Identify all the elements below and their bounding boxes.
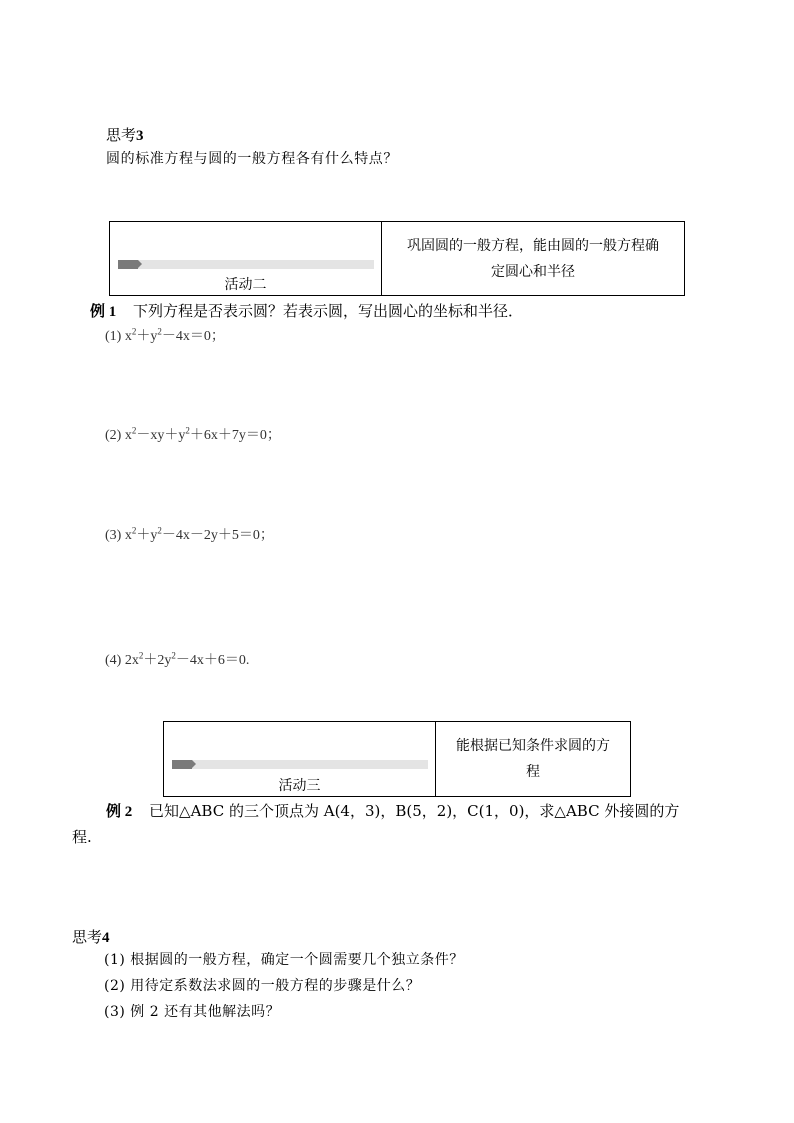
activity2-label: 活动二 xyxy=(224,277,267,293)
example1-item-4: (4) $2x^2+2y^2-4x+6=0$. xyxy=(105,650,250,668)
think4-question-3: (3) 例 2 还有其他解法吗？ xyxy=(104,1004,281,1020)
example1-item-3: (3) $x^2+y^2-4x-2y+5=0$； xyxy=(105,525,274,543)
activity2-table xyxy=(109,221,685,296)
think4-label: 思考 xyxy=(72,928,103,946)
think3-heading xyxy=(106,125,144,146)
activity3-progress-fill xyxy=(172,760,192,769)
activity3-label: 活动三 xyxy=(278,778,321,794)
think4-question-1: (1) 根据圆的一般方程，确定一个圆需要几个独立条件？ xyxy=(104,952,464,968)
activity2-progress-fill xyxy=(118,260,138,269)
example2-text: 已知△ABC 的三个顶点为 A(4，3)，B(5，2)，C(1，0)，求△ABC 外接圆的方 xyxy=(149,802,680,820)
think3-question: 圆的标准方程与圆的一般方程各有什么特点？ xyxy=(106,151,398,167)
example1-item-2: (2) $x^2-xy+y^2+6x+7y=0$； xyxy=(105,425,281,443)
activity2-goal-line2: 定圆心和半径 xyxy=(491,263,575,280)
activity3-goal-line1: 能根据已知条件求圆的方 xyxy=(456,738,610,754)
think3-number: 3 xyxy=(136,128,144,144)
example1-text: 下列方程是否表示圆？若表示圆，写出圆心的坐标和半径． xyxy=(133,302,524,320)
think4-number: 4 xyxy=(102,930,110,946)
activity3-table xyxy=(163,721,631,797)
example1 xyxy=(90,301,523,322)
activity2-goal-line1: 巩固圆的一般方程，能由圆的一般方程确 xyxy=(407,237,659,254)
example2-label: 例 2 xyxy=(106,804,133,820)
activity2-progress-bar xyxy=(118,260,374,269)
example1-label: 例 1 xyxy=(90,304,117,320)
think4-heading xyxy=(72,927,110,948)
example1-item-1: (1) $x^2+y^2-4x=0$； xyxy=(105,326,225,344)
activity2-title-cell xyxy=(110,222,382,295)
activity2-goal-cell xyxy=(382,222,684,295)
activity3-goal-line2: 程 xyxy=(526,764,540,780)
activity3-progress-bar xyxy=(172,760,428,769)
think3-label: 思考 xyxy=(106,126,137,144)
activity3-title-cell xyxy=(164,722,436,796)
example2 xyxy=(106,801,679,822)
think4-question-2: (2) 用待定系数法求圆的一般方程的步骤是什么？ xyxy=(104,978,421,994)
activity3-goal-cell xyxy=(436,722,630,796)
example2-text-cont: 程. xyxy=(72,828,92,846)
